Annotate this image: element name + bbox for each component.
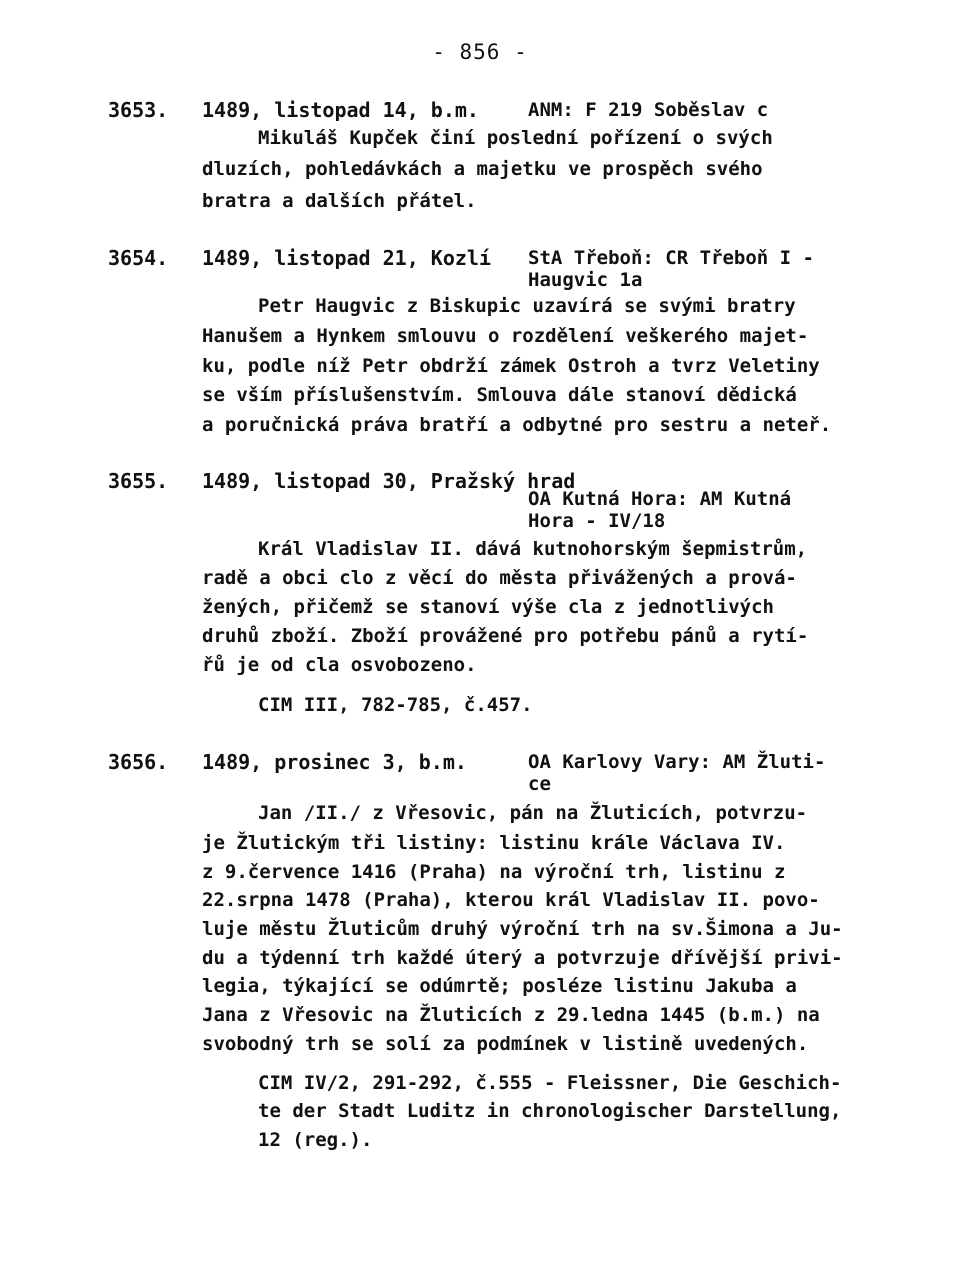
entry-text-line: druhů zboží. Zboží provážené pro potřebu pánů a rytí- xyxy=(202,625,809,647)
entry-text-line: je Žlutickým tři listiny: listinu krále Václava IV. xyxy=(202,832,786,854)
entry-number: 3655. xyxy=(108,469,169,493)
entry-text-line: Hanušem a Hynkem smlouvu o rozdělení veškerého majet- xyxy=(202,325,809,347)
entry-text-line: Král Vladislav II. dává kutnohorským šepmistrům, xyxy=(258,538,808,560)
entry-reference-line: CIM III, 782-785, č.457. xyxy=(258,694,533,716)
entry-text-line: Jana z Vřesovic na Žluticích z 29.ledna 1445 (b.m.) na xyxy=(202,1004,820,1026)
page-number: - 856 - xyxy=(432,40,528,64)
entry-reference-line: te der Stadt Luditz in chronologischer Darstellung, xyxy=(258,1100,842,1122)
entry-reference-line: CIM IV/2, 291-292, č.555 - Fleissner, Die Geschich- xyxy=(258,1072,842,1094)
entry-text-line: legia, týkající se odúmrtě; posléze listinu Jakuba a xyxy=(202,975,797,997)
entry-text-line: řů je od cla osvobozeno. xyxy=(202,654,477,676)
entry-archive-line: StA Třeboň: CR Třeboň I - xyxy=(528,247,814,269)
entry-text-line: Petr Haugvic z Biskupic uzavírá se svými bratry xyxy=(258,295,796,317)
entry-text-line: radě a obci clo z věcí do města přivážených a prová- xyxy=(202,567,797,589)
entry-date: 1489, listopad 21, Kozlí xyxy=(202,246,491,270)
entry-text-line: z 9.července 1416 (Praha) na výroční trh, listinu z xyxy=(202,861,786,883)
entry-archive-line: Haugvic 1a xyxy=(528,269,643,291)
entry-text-line: Jan /II./ z Vřesovic, pán na Žluticích, potvrzu- xyxy=(258,802,808,824)
entry-archive-line: ce xyxy=(528,773,551,795)
entry-text-line: luje městu Žluticům druhý výroční trh na sv.Šimona a Ju- xyxy=(202,918,843,940)
entry-text-line: 22.srpna 1478 (Praha), kterou král Vladislav II. povo- xyxy=(202,889,820,911)
entry-archive: ANM: F 219 Soběslav c xyxy=(528,99,769,121)
entry-text-line: svobodný trh se solí za podmínek v listině uvedených. xyxy=(202,1033,809,1055)
entry-archive-line: Hora - IV/18 xyxy=(528,510,666,532)
entry-text-line: du a týdenní trh každé úterý a potvrzuje dřívější privi- xyxy=(202,947,843,969)
entry-number: 3654. xyxy=(108,246,169,270)
entry-date: 1489, listopad 14, b.m. xyxy=(202,98,479,122)
entry-text-line: bratra a dalších přátel. xyxy=(202,190,477,212)
entry-text-line: se vším příslušenstvím. Smlouva dále stanoví dědická xyxy=(202,384,797,406)
entry-archive-line: OA Karlovy Vary: AM Žluti- xyxy=(528,751,826,773)
entry-number: 3656. xyxy=(108,750,169,774)
entry-text-line: ku, podle níž Petr obdrží zámek Ostroh a tvrz Veletiny xyxy=(202,355,820,377)
entry-archive-line: OA Kutná Hora: AM Kutná xyxy=(528,488,792,510)
entry-date: 1489, listopad 30, Pražský hrad xyxy=(202,469,576,493)
entry-number: 3653. xyxy=(108,98,169,122)
entry-text-line: a poručnická práva bratří a odbytné pro sestru a neteř. xyxy=(202,414,832,436)
entry-date: 1489, prosinec 3, b.m. xyxy=(202,750,467,774)
entry-text-line: Mikuláš Kupček činí poslední pořízení o svých xyxy=(258,127,773,149)
entry-reference-line: 12 (reg.). xyxy=(258,1129,373,1151)
entry-text-line: žených, přičemž se stanoví výše cla z jednotlivých xyxy=(202,596,774,618)
entry-text-line: dluzích, pohledávkách a majetku ve prospěch svého xyxy=(202,158,763,180)
